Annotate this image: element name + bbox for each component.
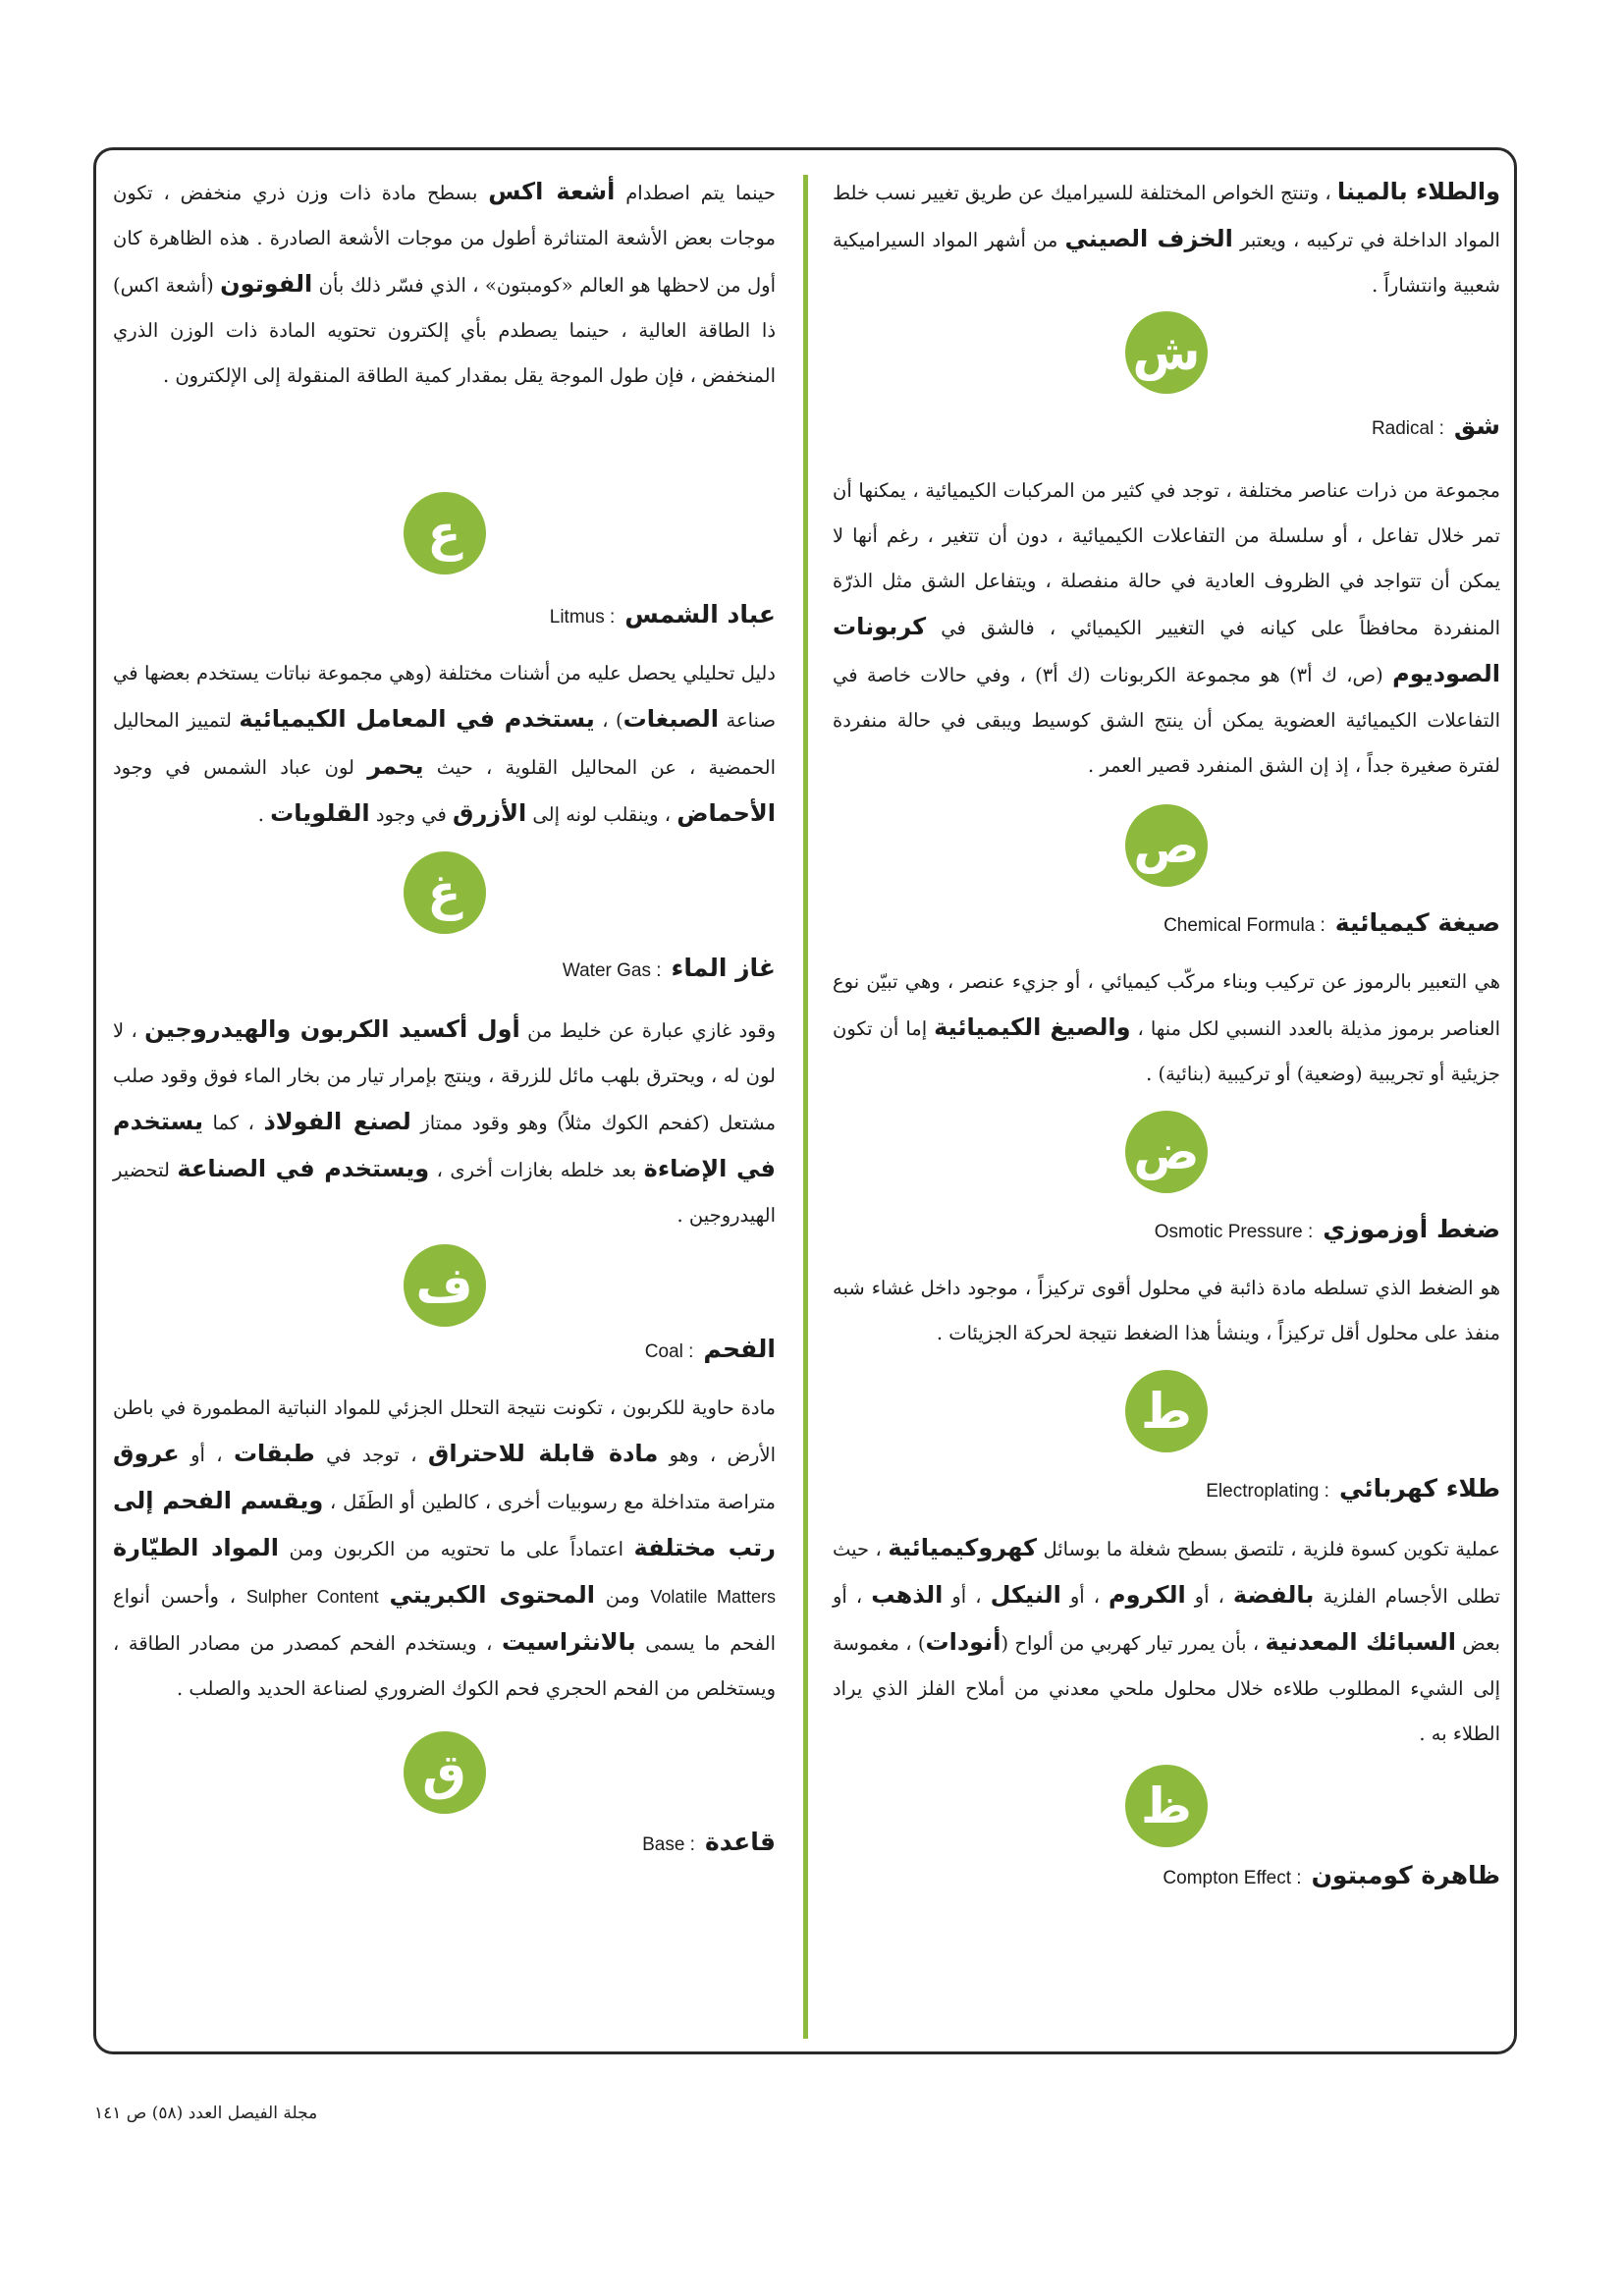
- term-heading-coal: الفحم Coal :: [644, 1335, 776, 1363]
- left-column: [113, 169, 776, 1871]
- letter-badge-ta: ط: [1125, 1370, 1208, 1452]
- definition-coal: مادة حاوية للكربون ، تكونت نتيجة التحلل الجزئي للمواد النباتية المطمورة في باطن الأرض ، وهو مادة قابلة للاحتراق ، توجد في طبقات ، أو عروق متراصة متداخلة مع رسوبيات أخرى ، كالطين أو الطَفَل ، ويقسم الفحم إلى رتب مختلفة اعتماداً على ما تحتويه من الكربون ومن المواد الطيّارة Volatile Matters ومن المحتوى الكبريتي Sulpher Content ، وأحسن أنواع الفحم ما يسمى بالانثراسيت ، ويستخدم الفحم كمصدر من مصادر الطاقة ، ويستخلص من الفحم الحجري فحم الكوك الضروري لصناعة الحديد والصلب .: [113, 1396, 777, 1700]
- definition-osmotic-pressure: هو الضغط الذي تسلطه مادة ذائبة في محلول أقوى تركيزاً ، موجود داخل غشاء شبه منفذ على محلول أقل تركيزاً ، وينشأ هذا الضغط نتيجة لحركة الجزيئات .: [833, 1277, 1500, 1344]
- letter-badge-za: ظ: [1125, 1765, 1208, 1847]
- page-footer: مجلة الفيصل العدد (٥٨) ص ١٤١: [94, 2104, 318, 2123]
- definition-chemical-formula: هي التعبير بالرموز عن تركيب وبناء مركّب كيميائي ، أو جزيء عنصر ، وهي تبيّن نوع العناصر برموز مذيلة بالعدد النسبي لكل منها ، والصيغ الكيميائية إما أن تكون جزيئية أو تجريبية (وضعية) أو تركيبية (بنائية) .: [833, 970, 1500, 1085]
- term-heading-compton-effect: ظاهرة كومبتون Compton Effect :: [1163, 1861, 1500, 1889]
- term-heading-base: قاعدة Base :: [642, 1828, 776, 1856]
- definition-electroplating: عملية تكوين كسوة فلزية ، تلتصق بسطح شغلة ما بوسائل كهروكيميائية ، حيث تطلى الأجسام الفلزية بالفضة ، أو الكروم ، أو النيكل ، أو الذهب ، أو بعض السبائك المعدنية ، بأن يمرر تيار كهربي من ألواح (أنودات) ، مغموسة إلى الشيء المطلوب طلاءه خلال محلول ملحي معدني من أملاح الفلز الذي يراد الطلاء به .: [833, 1534, 1500, 1745]
- definition-water-gas: وقود غازي عبارة عن خليط من أول أكسيد الكربون والهيدروجين ، لا لون له ، ويحترق بلهب مائل للزرقة ، وينتج بإمرار تيار من بخار الماء فوق وقود صلب مشتعل (كفحم الكوك مثلاً) وهو وقود ممتاز لصنع الفولاذ ، كما يستخدم في الإضاءة بعد خلطه بغازات أخرى ، ويستخدم في الصناعة لتحضير الهيدروجين .: [113, 1015, 777, 1227]
- letter-badge-ain: ع: [404, 492, 486, 574]
- letter-badge-ghain: غ: [404, 851, 486, 934]
- term-heading-litmus: عباد الشمس Litmus :: [549, 600, 776, 629]
- ceramics-continuation: والطلاء بالمينا ، وتنتج الخواص المختلفة للسيراميك عن طريق تغيير نسب خلط المواد الداخلة في تركيبه ، ويعتبر الخزف الصيني من أشهر المواد السيراميكية شعبية وانتشاراً .: [833, 178, 1500, 297]
- letter-badge-fa: ف: [404, 1244, 486, 1327]
- term-heading-electroplating: طلاء كهربائي Electroplating :: [1206, 1474, 1500, 1503]
- term-heading-chemical-formula: صيغة كيميائية Chemical Formula :: [1163, 908, 1500, 937]
- right-column: [833, 169, 1500, 1904]
- term-heading-osmotic-pressure: ضغط أوزموزي Osmotic Pressure :: [1154, 1215, 1500, 1243]
- definition-litmus: دليل تحليلي يحصل عليه من أشنات مختلفة (وهي مجموعة نباتات يستخدم بعضها في صناعة الصبغات) ، يستخدم في المعامل الكيميائية لتمييز المحاليل الحمضية ، عن المحاليل القلوية ، حيث يحمر لون عباد الشمس في وجود الأحماض ، وينقلب لونه إلى الأزرق في وجود القلويات .: [113, 662, 777, 827]
- definition-radical: مجموعة من ذرات عناصر مختلفة ، توجد في كثير من المركبات الكيميائية ، يمكنها أن تمر خلال تفاعل ، أو سلسلة من التفاعلات الكيميائية ، دون أن تتغير ، رغم أنها لا يمكن أن تتواجد في الظروف العادية في حالة منفصلة ، ويتفاعل الشق مثل الذرّة المنفردة محافظاً على كيانه في التغيير الكيميائي ، فالشق في كربونات الصوديوم (ص، ك أ٣) هو مجموعة الكربونات (ك أ٣) ، وفي حالات خاصة في التفاعلات الكيميائية العضوية يمكن أن ينتج الشق كوسيط ويبقى في حالة منفردة لفترة صغيرة جداً ، إذ إن الشق المنفرد قصير العمر .: [833, 479, 1501, 777]
- column-divider: [803, 175, 808, 2039]
- definition-compton-effect: حينما يتم اصطدام أشعة اكس بسطح مادة ذات وزن ذري منخفض ، تكون موجات بعض الأشعة المتناثرة أطول من موجات الأشعة الصادرة . هذه الظاهرة كان أول من لاحظها هو العالم «كومبتون» ، الذي فسّر ذلك بأن الفوتون (أشعة اكس) ذا الطاقة العالية ، حينما يصطدم بأي إلكترون تحتويه المادة ذات الوزن الذري المنخفض ، فإن طول الموجة يقل بمقدار كمية الطاقة المنقولة إلى الإلكترون .: [113, 178, 776, 387]
- term-heading-radical: شق Radical :: [1371, 411, 1500, 440]
- letter-badge-qaf: ق: [404, 1731, 486, 1814]
- letter-badge-dad: ض: [1125, 1111, 1208, 1193]
- letter-badge-shin: ش: [1125, 311, 1208, 394]
- term-heading-water-gas: غاز الماء Water Gas :: [562, 954, 776, 982]
- letter-badge-sad: ص: [1125, 804, 1208, 887]
